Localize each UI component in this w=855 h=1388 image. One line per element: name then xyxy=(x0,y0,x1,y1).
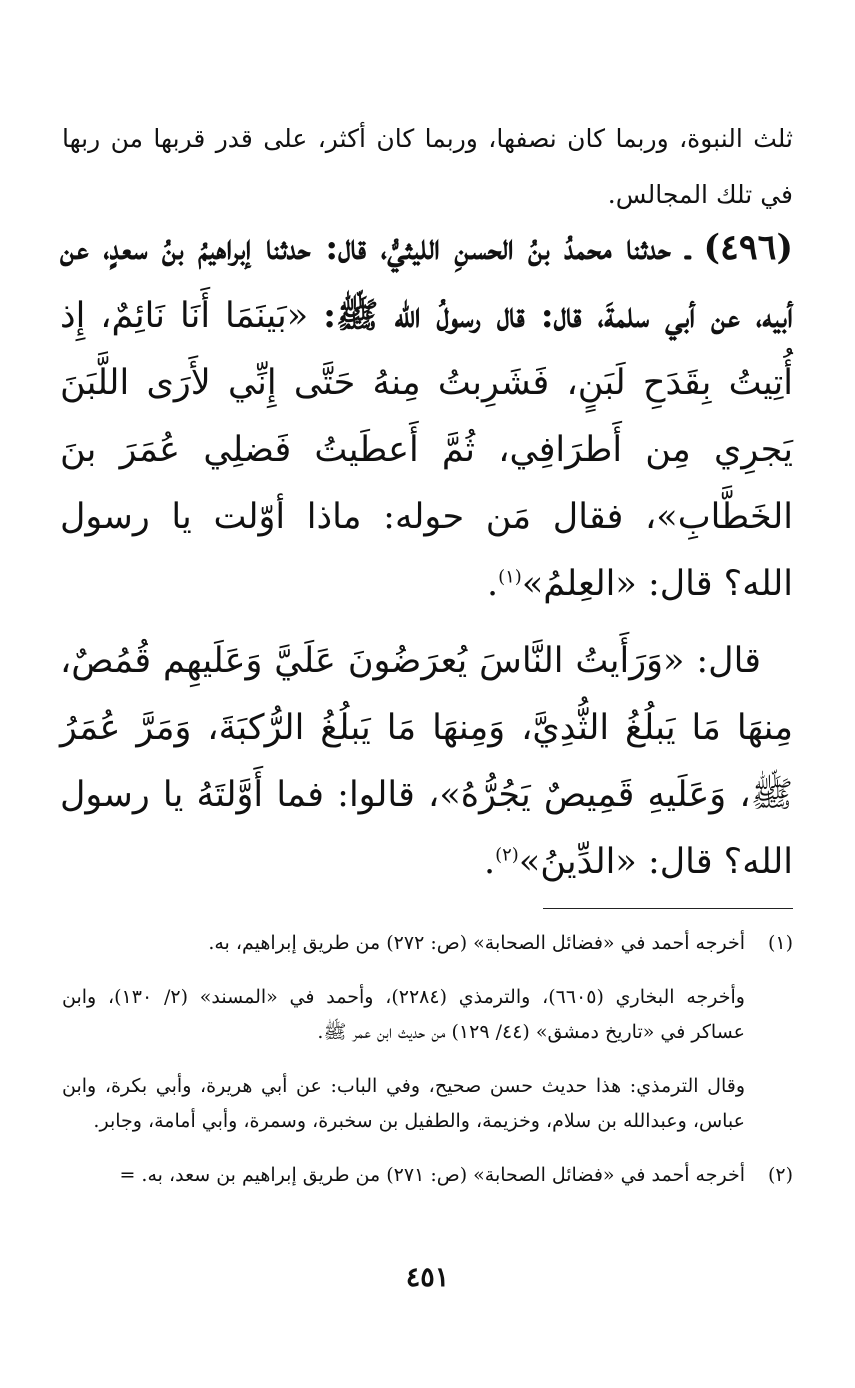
footnote-number-2: (٢) xyxy=(767,1164,793,1186)
footnote-1 xyxy=(62,926,793,961)
hadith-matn-2: «وَرَأَيتُ النَّاسَ يُعرَضُونَ عَلَيَّ وَعَلَيهِم قُمُصٌ، مِنهَا مَا يَبلُغُ الثُّدِيَّ، وَمِنهَا مَا يَبلُغُ الرُّكبَةَ، وَمَرَّ عُمَرُ ﷺ، وَعَلَيهِ قَمِيصٌ يَجُرُّهُ» xyxy=(60,641,793,815)
hadith-block xyxy=(60,214,793,896)
footnote-1-continuation-1: وأخرجه البخاري (٦٦٠٥)، والترمذي (٢٢٨٤)، وأحمد في «المسند» (٢/ ١٣٠)، وابن عساكر في «تاريخ دمشق» (٤٤/ ١٢٩) من حديث ابن عمر ﷺ. xyxy=(62,986,745,1043)
footnote-ref-1[interactable]: (١) xyxy=(498,566,522,588)
footnotes-section xyxy=(62,926,793,1193)
hadith-para2-intro: قال: xyxy=(696,641,761,681)
footnote-2-text: أخرجه أحمد في «فضائل الصحابة» (ص: ٢٧١) من طريق إبراهيم بن سعد، به. = xyxy=(119,1164,745,1186)
hadith-matn-1: «بَينَمَا أَنَا نَائِمٌ، إِذ أُتِيتُ بِقَدَحِ لَبَنٍ، فَشَرِبتُ مِنهُ حَتَّى إِنِّي لأَرَى اللَّبَنَ يَجرِي مِن أَطرَافِي، ثُمَّ أَعطَيتُ فَضلِي عُمَرَ بنَ الخَطَّابِ» xyxy=(60,296,793,537)
footnote-1-text: أخرجه أحمد في «فضائل الصحابة» (ص: ٢٧٢) من طريق إبراهيم، به. xyxy=(208,932,745,954)
page-number: ٤٥١ xyxy=(405,1262,450,1293)
hadith-answer-1: «العِلمُ» xyxy=(521,564,637,604)
footnote-ref-2[interactable]: (٢) xyxy=(495,844,519,866)
footnote-1-continuation-2: وقال الترمذي: هذا حديث حسن صحيح، وفي الباب: عن أبي هريرة، وأبي بكرة، وابن عباس، وعبدالله بن سلام، وخزيمة، والطفيل بن سخبرة، وسمرة، وأبي أمامة، وجابر. xyxy=(62,1075,745,1132)
hadith-question-1: ، فقال مَن حوله: ماذا أوّلت يا رسول الله؟ قال: xyxy=(60,497,793,604)
hadith-isnad: ـ حدثنا محمدُ بنُ الحسنِ الليثيُّ، قال: حدثنا إبراهيمُ بنُ سعدٍ، عن أبيه، عن أبي سلمةَ، قال: قال رسولُ الله ﷺ: xyxy=(60,227,793,336)
intro-paragraph: ثلث النبوة، وربما كان نصفها، وربما كان أكثر، على قدر قربها من ربها في تلك المجالس. xyxy=(62,124,793,209)
hadith-answer-2: «الدِّينُ» xyxy=(518,842,637,882)
footnote-number-1: (١) xyxy=(767,932,793,954)
hadith-question-2: ، قالوا: فما أَوَّلتَهُ يا رسول الله؟ قال: xyxy=(60,775,793,882)
hadith-number: (٤٩٦) xyxy=(703,227,793,268)
hadith-paragraph-2: قال: «وَرَأَيتُ النَّاسَ يُعرَضُونَ عَلَيَّ وَعَلَيهِم قُمُصٌ، مِنهَا مَا يَبلُغُ الثُّدِيَّ، وَمِنهَا مَا يَبلُغُ الرُّكبَةَ، وَمَرَّ عُمَرُ ﷺ، وَعَلَيهِ قَمِيصٌ يَجُرُّهُ»، قالوا: فما أَوَّلتَهُ يا رسول الله؟ قال: «الدِّينُ»$^{(٢)}$. xyxy=(60,641,793,882)
hadith-paragraph-1: (٤٩٦) ـ حدثنا محمدُ بنُ الحسنِ الليثيُّ، قال: حدثنا إبراهيمُ بنُ سعدٍ، عن أبيه، عن أبي سلمةَ، قال: قال رسولُ الله ﷺ: «بَينَمَا أَنَا نَائِمٌ، إِذ أُتِيتُ بِقَدَحِ لَبَنٍ، فَشَرِبتُ مِنهُ حَتَّى إِنِّي لأَرَى اللَّبَنَ يَجرِي مِن أَطرَافِي، ثُمَّ أَعطَيتُ فَضلِي عُمَرَ بنَ الخَطَّابِ»، فقال مَن حوله: ماذا أوّلت يا رسول الله؟ قال: «العِلمُ»$^{(١)}$. xyxy=(60,227,793,604)
footnote-2 xyxy=(62,1158,793,1193)
footnote-divider xyxy=(543,908,793,909)
